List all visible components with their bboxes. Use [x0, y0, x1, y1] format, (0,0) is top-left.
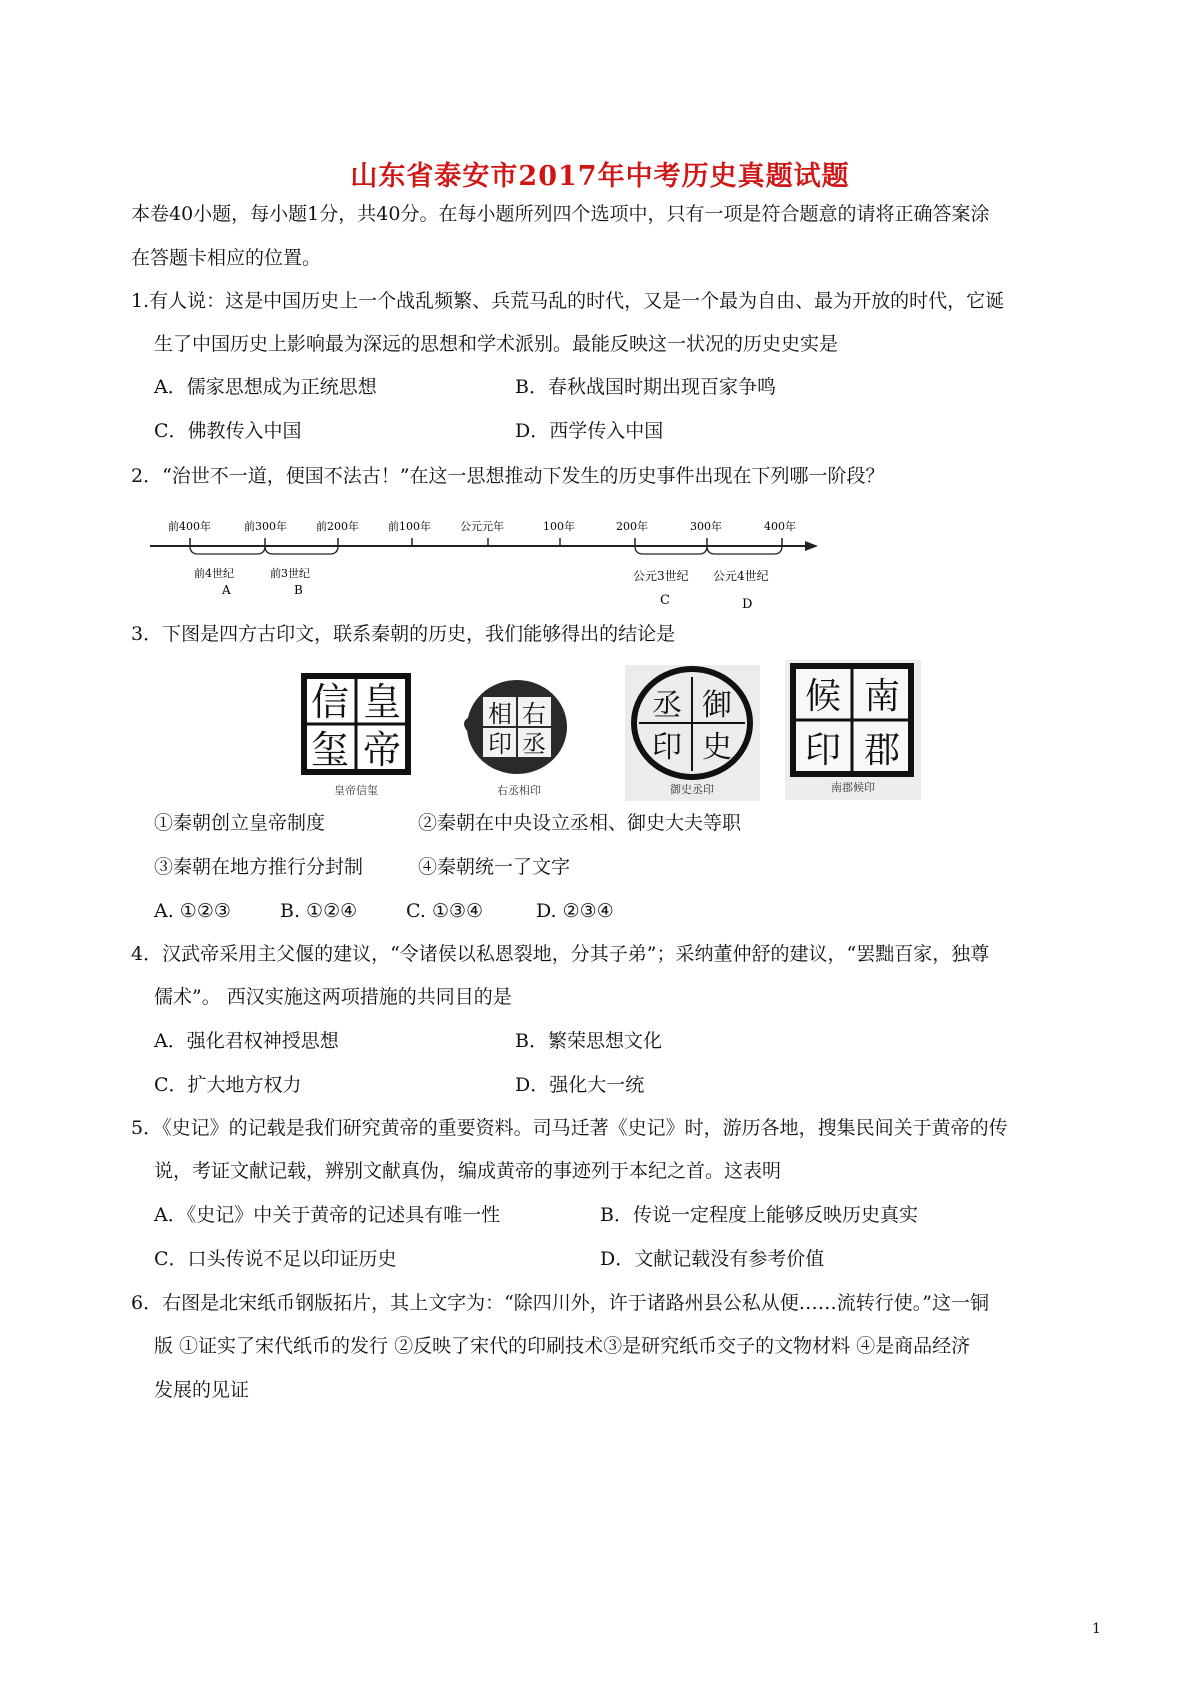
seal-4-char-1: 南 — [863, 676, 901, 717]
q3-statement-4: ④秦朝统一了文字 — [418, 856, 571, 878]
seal-1-char-3: 信 — [310, 680, 350, 724]
q2-stem: 2．“治世不一道，便国不法古！”在这一思想推动下发生的历史事件出现在下列哪一阶段？ — [131, 465, 885, 487]
seal-2-caption: 右丞相印 — [497, 784, 541, 797]
span-bracket-d — [707, 546, 782, 554]
q4-option-a: A．强化君权神授思想 — [154, 1030, 339, 1052]
span-letter-a: A — [222, 583, 231, 597]
tick-label-200: 200年 — [616, 520, 648, 533]
tick-label-100: 100年 — [543, 520, 575, 533]
q4-option-b: B．繁荣思想文化 — [515, 1030, 662, 1052]
seal-1-char-2: 帝 — [362, 728, 402, 772]
seal-image-2 — [455, 675, 585, 800]
q1-stem-line-1: 1.有人说：这是中国历史上一个战乱频繁、兵荒马乱的时代，又是一个最为自由、最为开放的时代，它诞 — [131, 290, 1005, 312]
q3-statement-3: ③秦朝在地方推行分封制 — [154, 856, 364, 878]
q2-timeline — [150, 510, 830, 620]
intro-line-1: 本卷40小题，每小题1分，共40分。在每小题所列四个选项中，只有一项是符合题意的请将正确答案涂 — [131, 203, 990, 225]
seal-image-3 — [625, 665, 760, 801]
page-title: 山东省泰安市2017年中考历史真题试题 — [350, 161, 850, 192]
q3-statement-2: ②秦朝在中央设立丞相、御史大夫等职 — [418, 812, 742, 834]
tick-label-400: 400年 — [764, 520, 796, 533]
span-bracket-b — [265, 546, 338, 554]
tick-label-400bc: 前400年 — [168, 520, 211, 533]
seal-2-char-2: 丞 — [522, 730, 546, 758]
q6-stem-line-2: 版 ①证实了宋代纸币的发行 ②反映了宋代的印刷技术③是研究纸币交子的文物材料 ④是商品经济 — [154, 1335, 971, 1357]
q5-option-a: A．《史记》中关于黄帝的记述具有唯一性 — [154, 1204, 501, 1226]
q4-stem-line-1: 4．汉武帝采用主父偃的建议，“令诸侯以私恩裂地，分其子弟”；采纳董仲舒的建议，“罢黜百家，独尊 — [131, 943, 990, 965]
q3-statement-1: ①秦朝创立皇帝制度 — [154, 812, 326, 834]
q1-option-b: B．春秋战国时期出现百家争鸣 — [515, 376, 776, 398]
timeline-tick-marks — [190, 538, 782, 546]
span-letter-d: D — [742, 597, 753, 612]
q1-stem-line-2: 生了中国历史上影响最为深远的思想和学术派别。最能反映这一状况的历史史实是 — [154, 333, 839, 355]
seal-1-char-4: 玺 — [310, 728, 350, 772]
seal-2-char-1: 右 — [522, 700, 546, 728]
page-number: 1 — [1092, 1621, 1101, 1637]
tick-label-300bc: 前300年 — [244, 520, 287, 533]
span-label-c: 公元3世纪 — [633, 569, 689, 583]
seal-3-char-2: 史 — [702, 730, 732, 765]
span-letter-b: B — [294, 583, 303, 597]
span-bracket-c — [635, 546, 707, 554]
tick-label-300: 300年 — [690, 520, 722, 533]
intro-line-2: 在答题卡相应的位置。 — [131, 247, 322, 269]
tick-label-200bc: 前200年 — [316, 520, 359, 533]
seal-3-char-3: 丞 — [652, 688, 682, 723]
span-letter-c: C — [660, 593, 670, 608]
seal-4-char-2: 郡 — [863, 730, 901, 771]
span-bracket-a — [190, 546, 265, 554]
q3-stem: 3．下图是四方古印文，联系秦朝的历史，我们能够得出的结论是 — [131, 623, 676, 645]
seal-2-char-4: 印 — [488, 730, 512, 758]
q6-stem-line-3: 发展的见证 — [154, 1379, 250, 1401]
q5-stem-line-1: 5．《史记》的记载是我们研究黄帝的重要资料。司马迁著《史记》时，游历各地，搜集民间关于黄帝的传 — [131, 1117, 1008, 1139]
seal-image-4 — [785, 660, 921, 800]
tick-label-100bc: 前100年 — [388, 520, 431, 533]
q3-option-d: D. ②③④ — [536, 900, 614, 922]
span-label-d: 公元4世纪 — [713, 569, 769, 583]
tick-label-ad1: 公元元年 — [460, 520, 504, 533]
q1-option-d: D．西学传入中国 — [515, 420, 664, 442]
q4-stem-line-2: 儒术”。 西汉实施这两项措施的共同目的是 — [154, 986, 512, 1008]
q5-option-d: D．文献记载没有参考价值 — [600, 1248, 825, 1270]
q5-option-b: B．传说一定程度上能够反映历史真实 — [600, 1204, 918, 1226]
q3-option-b: B. ①②④ — [280, 900, 358, 922]
seal-3-caption: 御史丞印 — [670, 783, 714, 796]
q5-stem-line-2: 说，考证文献记载，辨别文献真伪，编成黄帝的事迹列于本纪之首。这表明 — [154, 1160, 782, 1182]
seal-1-char-1: 皇 — [362, 680, 402, 724]
q6-stem-line-1: 6．右图是北宋纸币钢版拓片，其上文字为：“除四川外，许于诸路州县公私从便……流转行使。”这一铜 — [131, 1292, 990, 1314]
q4-option-c: C．扩大地方权力 — [154, 1074, 302, 1096]
seal-4-char-4: 印 — [804, 730, 842, 771]
span-label-b: 前3世纪 — [270, 567, 310, 580]
seal-4-caption: 南郡候印 — [831, 781, 875, 794]
span-label-a: 前4世纪 — [194, 567, 234, 580]
q1-option-c: C．佛教传入中国 — [154, 420, 302, 442]
seal-4-char-3: 候 — [804, 676, 842, 717]
seal-2-char-3: 相 — [488, 700, 512, 728]
q3-option-c: C. ①③④ — [406, 900, 484, 922]
seal-3-char-4: 印 — [652, 730, 682, 765]
q4-option-d: D．强化大一统 — [515, 1074, 645, 1096]
q3-option-a: A. ①②③ — [154, 900, 231, 922]
seal-1-caption: 皇帝信玺 — [334, 784, 378, 797]
seal-image-1 — [300, 672, 420, 800]
q5-option-c: C．口头传说不足以印证历史 — [154, 1248, 397, 1270]
q1-option-a: A．儒家思想成为正统思想 — [154, 376, 377, 398]
seal-3-char-1: 御 — [702, 688, 732, 723]
